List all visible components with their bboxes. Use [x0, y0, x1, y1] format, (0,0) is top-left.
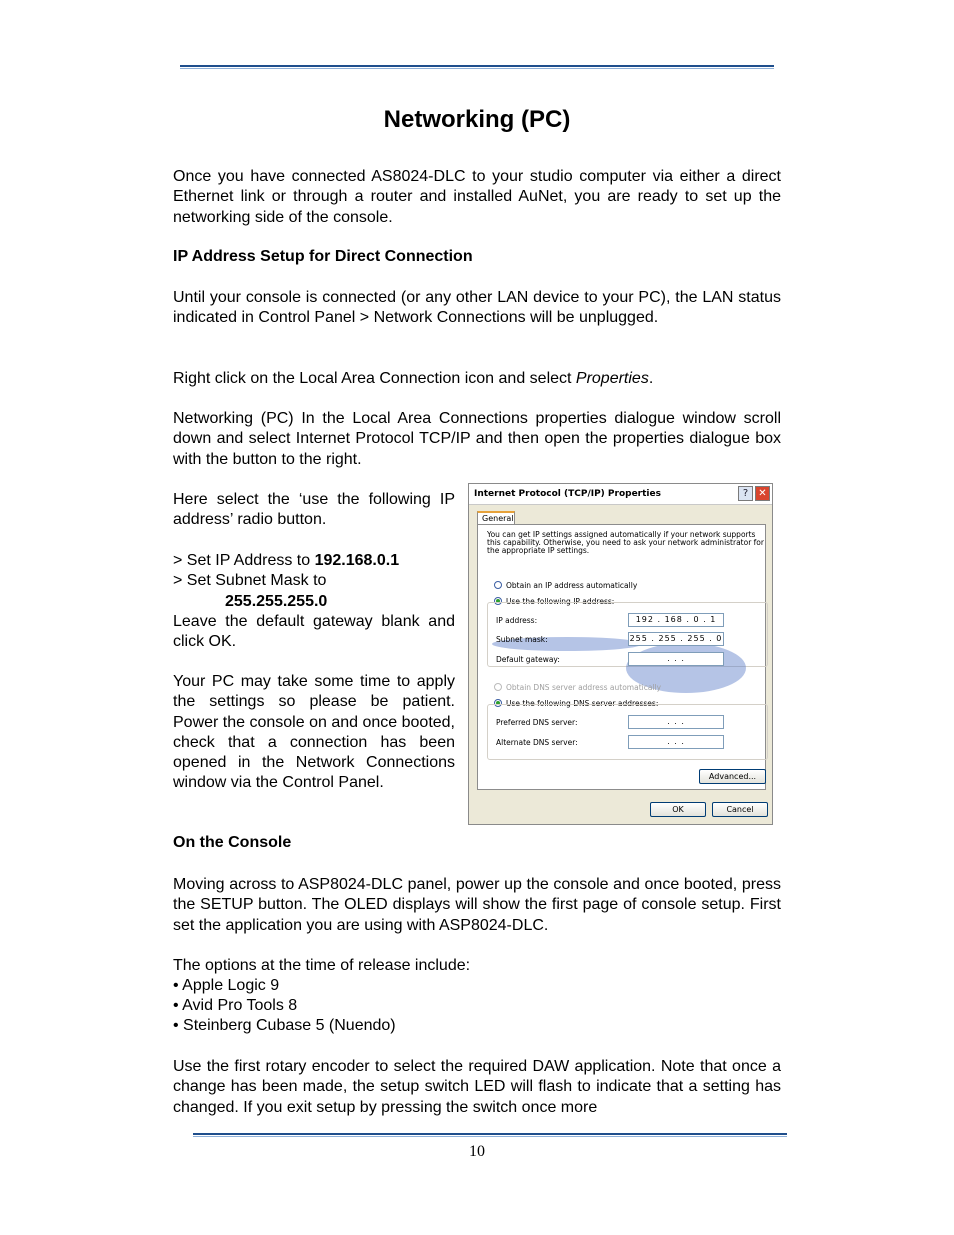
advanced-button[interactable]: Advanced...	[699, 769, 766, 784]
heading-ip-setup: IP Address Setup for Direct Connection	[173, 248, 473, 265]
page-title: Networking (PC)	[383, 106, 571, 133]
tab-general[interactable]: General	[477, 511, 515, 525]
header-rule	[180, 65, 774, 67]
right-click-text: Right click on the Local Area Connection icon and select	[173, 370, 576, 387]
footer-rule	[193, 1133, 787, 1135]
ip-address-field[interactable]: 192 . 168 . 0 . 1	[628, 613, 724, 627]
tcpip-properties-dialog	[468, 483, 773, 825]
preferred-dns-field[interactable]: . . .	[628, 715, 724, 729]
dialog-titlebar	[469, 484, 772, 505]
console-paragraph: Moving across to ASP8024-DLC panel, power up the console and once booted, press the SETUP button. The OLED displays will show the first page of console setup. First set the application you are using with ASP8024-DLC.	[173, 876, 781, 934]
preferred-dns-label: Preferred DNS server:	[496, 718, 578, 727]
obtain-ip-label: Obtain an IP address automatically	[506, 581, 638, 590]
close-button[interactable]: ✕	[755, 486, 770, 501]
ip-instructions	[173, 551, 455, 652]
use-dns-label: Use the following DNS server addresses:	[506, 699, 659, 708]
properties-emphasis: Properties	[575, 370, 649, 387]
ok-button[interactable]: OK	[650, 802, 706, 817]
right-click-paragraph	[173, 369, 781, 389]
set-subnet-value: 255.255.255.0	[225, 592, 328, 610]
alternate-dns-field[interactable]: . . .	[628, 735, 724, 749]
subnet-mask-label: Subnet mask:	[496, 635, 548, 644]
set-ip-prefix: > Set IP Address to	[173, 552, 315, 569]
ip-address-label: IP address:	[496, 616, 538, 625]
heading-console: On the Console	[173, 834, 292, 851]
option-item: • Avid Pro Tools 8	[173, 997, 298, 1014]
alternate-dns-label: Alternate DNS server:	[496, 738, 578, 747]
page-number: 10	[469, 1143, 485, 1160]
networking-paragraph: Networking (PC) In the Local Area Connections properties dialogue window scroll down and select Internet Protocol TCP/IP and then open the properties dialogue box with the button to the right.	[173, 410, 781, 468]
wait-paragraph: Your PC may take some time to apply the settings so please be patient. Power the console on and once booted, check that a connection has been opened in the Network Connections window via the Control Panel.	[173, 673, 455, 792]
gateway-text: Leave the default gateway blank and click OK.	[173, 612, 455, 651]
dialog-title: Internet Protocol (TCP/IP) Properties	[474, 489, 661, 499]
rotary-paragraph: Use the first rotary encoder to select the required DAW application. Note that once a change has been made, the setup switch LED will flash to indicate that a setting has changed. If you exit setup by pressing the switch once more	[173, 1058, 781, 1116]
obtain-dns-label: Obtain DNS server address automatically	[506, 683, 662, 692]
dialog-description-3: the appropriate IP settings.	[487, 546, 590, 555]
set-ip-value: 192.168.0.1	[314, 552, 400, 569]
dialog-description-1: You can get IP settings assigned automatically if your network supports	[487, 530, 756, 539]
help-button[interactable]: ?	[738, 486, 753, 501]
dialog-description-2: this capability. Otherwise, you need to ask your network administrator for	[487, 538, 764, 547]
dns-group	[487, 704, 768, 760]
general-panel	[477, 524, 766, 790]
cancel-button[interactable]: Cancel	[712, 802, 768, 817]
obtain-dns-radio[interactable]	[494, 683, 502, 691]
default-gateway-field[interactable]: . . .	[628, 652, 724, 666]
option-item: • Apple Logic 9	[173, 977, 280, 994]
obtain-ip-radio[interactable]	[494, 581, 502, 589]
lan-status-paragraph: Until your console is connected (or any other LAN device to your PC), the LAN status indicated in Control Panel > Network Connections will be unplugged.	[173, 289, 781, 327]
default-gateway-label: Default gateway:	[496, 655, 560, 664]
option-item: • Steinberg Cubase 5 (Nuendo)	[173, 1017, 396, 1034]
intro-paragraph: Once you have connected AS8024-DLC to your studio computer via either a direct Ethernet link or through a router and installed AuNet, you are ready to set up the networking side of the console.	[173, 168, 781, 226]
right-click-end: .	[648, 370, 654, 387]
use-ip-label: Use the following IP address:	[506, 597, 615, 606]
options-intro: The options at the time of release include:	[173, 957, 471, 974]
subnet-mask-field[interactable]: 255 . 255 . 255 . 0	[628, 632, 724, 646]
select-radio-paragraph: Here select the ‘use the following IP address’ radio button.	[173, 491, 455, 529]
set-subnet-prefix: > Set Subnet Mask to	[173, 572, 327, 590]
